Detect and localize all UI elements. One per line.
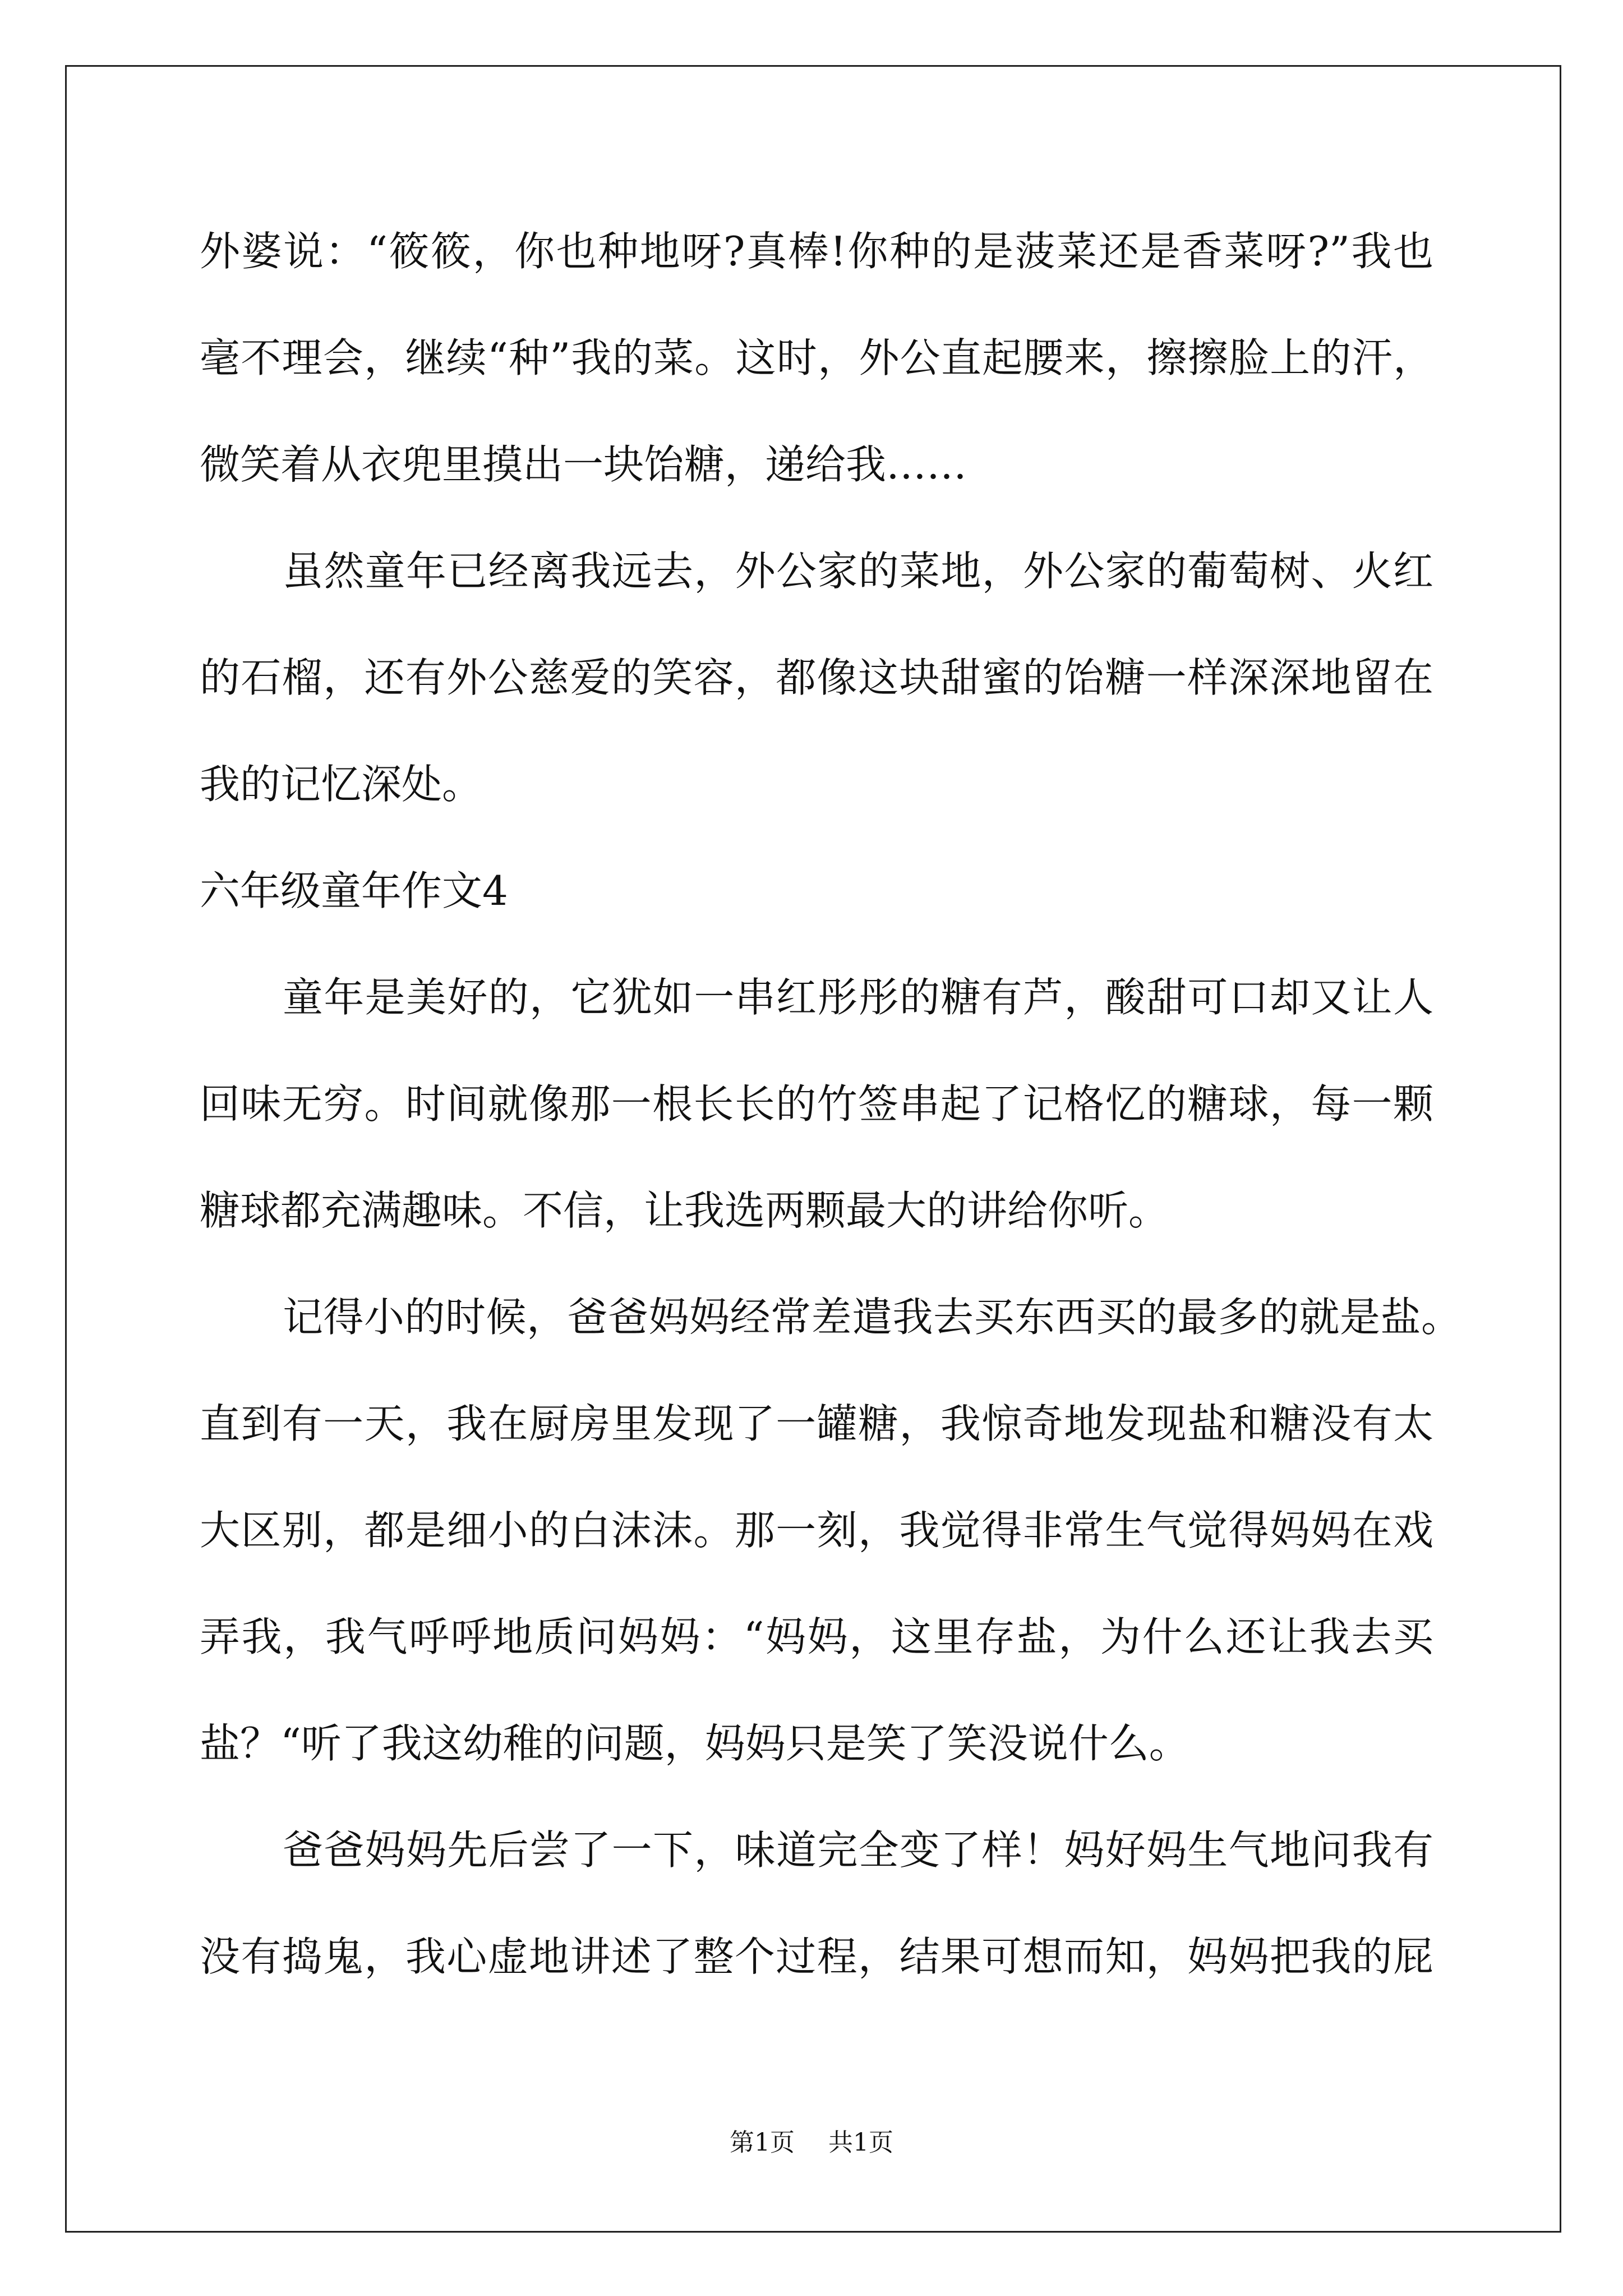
section-heading: 六年级童年作文4 <box>200 867 508 914</box>
paragraph-first-line: 记得小的时候，爸爸妈妈经常差遣我去买东西买的最多的就是盐。 <box>283 1294 1461 1341</box>
text-line: 弄我，我气呼呼地质问妈妈：“妈妈，这里存盐，为什么还让我去买 <box>200 1613 1433 1660</box>
text-line: 回味无穷。时间就像那一根长长的竹签串起了记格忆的糖球，每一颗 <box>200 1080 1433 1128</box>
page-footer <box>0 2126 1623 2160</box>
text-line: 大区别，都是细小的白沫沫。那一刻，我觉得非常生气觉得妈妈在戏 <box>200 1507 1433 1554</box>
paragraph-first-line: 虽然童年已经离我远去，外公家的菜地，外公家的葡萄树、火红 <box>283 547 1433 595</box>
text-line: 微笑着从衣兜里摸出一块饴糖，递给我…… <box>200 441 967 488</box>
page-number-current: 第1页 <box>730 2128 795 2157</box>
text-line: 毫不理会，继续“种”我的菜。这时，外公直起腰来，擦擦脸上的汗， <box>200 334 1433 381</box>
text-line: 没有捣鬼，我心虚地讲述了整个过程，结果可想而知，妈妈把我的屁 <box>200 1933 1433 1980</box>
paragraph-first-line: 童年是美好的，它犹如一串红彤彤的糖有芦，酸甜可口却又让人 <box>283 974 1433 1021</box>
page-border <box>65 65 1561 2233</box>
text-line: 外婆说：“筱筱，你也种地呀?真棒!你种的是菠菜还是香菜呀?”我也 <box>200 228 1433 275</box>
text-line: 我的记忆深处。 <box>200 761 483 808</box>
page-number-total: 共1页 <box>828 2128 893 2157</box>
text-line: 盐？“听了我这幼稚的问题，妈妈只是笑了笑没说什么。 <box>200 1720 1189 1767</box>
paragraph-first-line: 爸爸妈妈先后尝了一下，味道完全变了样！妈好妈生气地问我有 <box>283 1826 1433 1874</box>
text-line: 的石榴，还有外公慈爱的笑容，都像这块甜蜜的饴糖一样深深地留在 <box>200 654 1433 701</box>
text-line: 直到有一天，我在厨房里发现了一罐糖，我惊奇地发现盐和糖没有太 <box>200 1400 1433 1447</box>
text-line: 糖球都充满趣味。不信，让我选两颗最大的讲给你听。 <box>200 1187 1169 1234</box>
